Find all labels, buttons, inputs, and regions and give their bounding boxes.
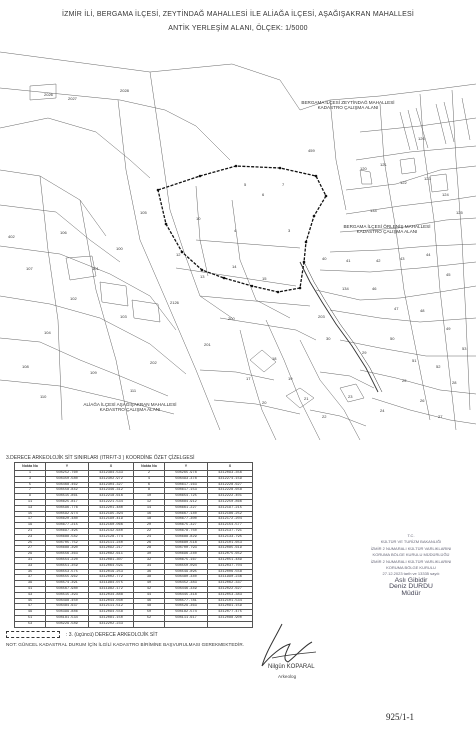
coords-cell: 508661.227	[165, 505, 208, 511]
parcel-108: 108	[22, 364, 29, 369]
coords-cell: 508480.340	[165, 575, 208, 581]
coords-cell: 508182.574	[165, 610, 208, 616]
coords-cell: 27	[15, 546, 46, 552]
coords-cell	[134, 621, 165, 627]
coords-cell: 4312186.252	[208, 511, 253, 517]
coords-cell: 4312006.558	[208, 569, 253, 575]
parcel-15: 15	[262, 276, 267, 281]
parcel-51: 51	[412, 358, 417, 363]
stamp-line: KORUMA BÖLGE KURULU MÜDÜRLÜĞÜ	[372, 552, 450, 558]
coords-cell: 508705.752	[46, 540, 89, 546]
parcel-50: 50	[390, 336, 395, 341]
coords-cell: 508515.861	[46, 494, 89, 500]
coords-cell: 4312093.356	[208, 471, 253, 477]
coords-header: X	[89, 463, 134, 471]
coords-cell: 21	[15, 528, 46, 534]
page-number: 925/1-1	[386, 712, 414, 722]
coords-cell: 4312222.401	[208, 494, 253, 500]
coords-cell: 4312085.619	[208, 546, 253, 552]
parcel-120: 120	[360, 166, 367, 171]
parcel-2027: 2027	[68, 96, 77, 101]
coords-cell: 4312133.795	[208, 534, 253, 540]
coords-cell: 4312346.312	[89, 488, 134, 494]
coords-cell: 508350.580	[46, 476, 89, 482]
coords-cell: 508884.912	[165, 499, 208, 505]
parcel-45: 45	[446, 272, 451, 277]
coords-cell: 508567.980	[46, 586, 89, 592]
coords-cell: 508688.582	[46, 534, 89, 540]
coords-cell: 37	[15, 575, 46, 581]
coords-cell: 508265.978	[165, 471, 208, 477]
parcel-2028: 2028	[120, 88, 129, 93]
stamp-line: İZMİR 2 NUMARALI KÜLTÜR VARLIKLARINI	[370, 558, 452, 564]
coords-cell: 508592.974	[46, 511, 89, 517]
parcel-25: 25	[402, 378, 407, 383]
coords-cell: 4312201.480	[89, 505, 134, 511]
stamp-line: Aslı Gibidir	[394, 576, 428, 584]
coords-cell: 23	[15, 534, 46, 540]
coords-header: Y	[165, 463, 208, 471]
coords-cell: 13	[15, 505, 46, 511]
parcel-402: 402	[8, 234, 15, 239]
parcel-48: 48	[420, 308, 425, 313]
coords-cell: 32	[134, 557, 165, 563]
coords-cell: 41	[15, 586, 46, 592]
coords-cell: 22	[134, 528, 165, 534]
stamp-line: Deniz DURDU	[389, 583, 433, 591]
parcel-49: 49	[446, 326, 451, 331]
coords-cell: 4312111.512	[89, 604, 134, 610]
coords-header: X	[208, 463, 253, 471]
coords-cell: 508654.725	[165, 494, 208, 500]
parcel-14: 14	[232, 264, 237, 269]
parcel-2126: 2126	[170, 300, 179, 305]
coords-cell: 508675.167	[165, 557, 208, 563]
coords-cell: 508493.378	[165, 476, 208, 482]
site-boundary-swatch	[6, 631, 60, 638]
stamp-line: KORUMA BÖLGE KURULU	[386, 565, 436, 571]
coords-cell: 4312302.972	[89, 476, 134, 482]
coords-cell: 4312250.866	[208, 499, 253, 505]
coords-cell: 508556.363	[46, 552, 89, 558]
parcel-201: 201	[204, 342, 211, 347]
parcel-121: 121	[380, 162, 387, 167]
coords-cell: 33	[15, 563, 46, 569]
parcel-123: 123	[424, 176, 431, 181]
coords-cell: 4312053.383	[208, 592, 253, 598]
parcel-105: 105	[140, 210, 147, 215]
coords-cell: 11	[15, 499, 46, 505]
coords-cell: 48	[134, 604, 165, 610]
parcel-4: 4	[234, 228, 237, 233]
coords-cell: 2	[134, 471, 165, 477]
parcel-104: 104	[44, 330, 51, 335]
parcel-46: 46	[372, 286, 377, 291]
coords-table	[14, 462, 253, 628]
parcel-101: 101	[92, 266, 99, 271]
coords-cell: 36	[134, 569, 165, 575]
parcel-202: 202	[150, 360, 157, 365]
coords-cell: 4312195.394	[89, 511, 134, 517]
parcel-5: 5	[244, 182, 247, 187]
coords-cell: 51	[15, 615, 46, 621]
parcel-10: 10	[196, 216, 201, 221]
parcel-52: 52	[436, 364, 441, 369]
coords-cell: 508554.220	[46, 557, 89, 563]
coords-cell: 4312092.217	[89, 546, 134, 552]
coords-cell: 508625.817	[46, 499, 89, 505]
coords-cell: 4312081.307	[89, 557, 134, 563]
area-label-sakran: ALİAĞA İLÇESİ AŞAĞIŞAKRAN MAHALLESİ KADASTRO ÇALIŞMA ALANI	[83, 402, 177, 412]
table-row	[15, 621, 253, 627]
parcel-17: 17	[246, 376, 251, 381]
boundary-points	[157, 165, 328, 294]
coords-cell: 34	[134, 563, 165, 569]
coords-cell: 508446.349	[165, 586, 208, 592]
parcel-26: 26	[420, 398, 425, 403]
coords-cell: 46	[134, 598, 165, 604]
coords-cell: 17	[15, 517, 46, 523]
coords-cell: 4312101.534	[208, 598, 253, 604]
coords-cell: 508678.750	[165, 528, 208, 534]
coords-cell: 49	[15, 610, 46, 616]
stamp-line: T.C.	[407, 533, 415, 538]
parcel-100: 100	[116, 246, 123, 251]
official-stamp	[352, 533, 470, 597]
coords-cell: 4312062.337	[208, 581, 253, 587]
parcel-134a: 134	[370, 208, 377, 213]
coords-cell: 4312202.233	[89, 621, 134, 627]
parcel-110: 110	[40, 394, 47, 399]
road-line	[300, 262, 378, 392]
area-label-zeytindag: BERGAMA İLÇESİ ZEYTİNDAĞ MAHALLESİ KADASTRO ÇALIŞMA ALANI	[301, 100, 395, 110]
coords-cell: 4312088.900	[208, 615, 253, 621]
coords-cell: 45	[15, 598, 46, 604]
coords-cell: 4312384.533	[89, 471, 134, 477]
coords-cell: 6	[134, 482, 165, 488]
coords-cell: 35	[15, 569, 46, 575]
coords-cell: 508577.781	[165, 598, 208, 604]
parcel-43: 43	[400, 256, 405, 261]
coords-cell: 508667.140	[165, 511, 208, 517]
coords-cell: 508555.962	[46, 575, 89, 581]
signature-name: Nilgün KOPARAL	[268, 664, 315, 670]
coords-cell: 508596.776	[46, 505, 89, 511]
parcel-107: 107	[26, 266, 33, 271]
stamp-line: KÜLTÜR VE TURİZM BAKANLIĞI	[380, 539, 442, 545]
coords-cell: 16	[134, 511, 165, 517]
coords-cell: 42	[134, 586, 165, 592]
signature-role: Arkeolog	[278, 674, 297, 679]
parcel-40: 40	[322, 256, 327, 261]
coords-cell: 20	[134, 523, 165, 529]
coords-cell: 12	[134, 499, 165, 505]
parcel-124: 124	[442, 192, 449, 197]
parcel-126: 126	[418, 136, 425, 141]
coords-cell: 4312075.652	[208, 552, 253, 558]
coords-cell: 4312101.653	[208, 540, 253, 546]
parcel-30: 30	[326, 336, 331, 341]
stamp-line: Müdür	[401, 589, 421, 597]
coords-cell: 508515.393	[46, 592, 89, 598]
coords-cell: 4	[134, 476, 165, 482]
coords-cell: 508550.094	[165, 563, 208, 569]
parcel-53: 53	[462, 346, 467, 351]
parcel-21: 21	[304, 396, 309, 401]
coords-cell: 4312128.774	[89, 534, 134, 540]
coords-cell: 508229.589	[46, 621, 89, 627]
coords-cell: 4312037.704	[208, 563, 253, 569]
parcel-19: 19	[288, 376, 293, 381]
coords-cell: 508617.163	[165, 482, 208, 488]
parcel-13: 13	[200, 274, 205, 279]
coords-cell: 30	[134, 552, 165, 558]
stamp-line: 27.12.2023 tarih ve 13335 sayılı	[382, 571, 440, 577]
area-label-oren: BERGAMA İLÇESİ ÖRLENİŞ MAHALLESİ KADASTRO ÇALIŞMA ALANI	[343, 224, 431, 234]
coords-cell: 4312160.066	[89, 523, 134, 529]
coords-cell: 26	[134, 540, 165, 546]
coords-cell: 31	[15, 557, 46, 563]
map-title: İZMİR İLİ, BERGAMA İLÇESİ, ZEYTİNDAĞ MAHALLESİ İLE ALİAĞA İLÇESİ, AŞAĞIŞAKRAN MAHALLESİ	[62, 11, 414, 18]
coords-cell: 4311984.075	[89, 581, 134, 587]
coords-cell: 4312274.159	[208, 476, 253, 482]
coords-cell: 40	[134, 581, 165, 587]
coords-cell: 508617.153	[165, 488, 208, 494]
coords-cell: 8	[134, 488, 165, 494]
coords-cell: 53	[15, 621, 46, 627]
coords-cell: 508688.829	[165, 534, 208, 540]
parcel-41: 41	[346, 258, 351, 263]
coords-header: Nokta No	[134, 463, 165, 471]
parcel-23: 23	[348, 394, 353, 399]
coords-cell: 508399.886	[46, 610, 89, 616]
coords-cell: 508468.462	[46, 482, 89, 488]
parcel-47: 47	[394, 306, 399, 311]
coords-cell: 4312137.791	[208, 528, 253, 534]
coords-cell: 44	[134, 592, 165, 598]
parcel-28: 28	[452, 380, 457, 385]
coords-cell: 4312111.240	[89, 540, 134, 546]
coords-cell	[165, 621, 208, 627]
coords-cell: 508574.391	[46, 581, 89, 587]
coords-cell: 4312172.204	[208, 517, 253, 523]
coords-cell: 508680.518	[165, 540, 208, 546]
coords-cell: 508498.450	[46, 598, 89, 604]
coords-header: Nokta No	[15, 463, 46, 471]
parcel-125: 125	[456, 210, 463, 215]
coords-cell: 4312228.658	[208, 488, 253, 494]
coords-cell: 4312044.030	[89, 598, 134, 604]
stamp-line: İZMİR 2 NUMARALI KÜLTÜR VARLIKLARINI	[370, 545, 452, 551]
coords-cell: 508529.363	[165, 604, 208, 610]
coords-cell: 19	[15, 523, 46, 529]
parcel-106: 106	[60, 230, 67, 235]
coords-cell: 508675.327	[165, 523, 208, 529]
parcel-459: 459	[308, 148, 315, 153]
coords-cell: 4312221.534	[89, 499, 134, 505]
parcel-27: 27	[438, 414, 443, 419]
parcel-42: 42	[376, 258, 381, 263]
coords-cell: 4312081.150	[89, 615, 134, 621]
legend-label: : 3. (üçüncü) DERECE ARKEOLOJİK SİT	[66, 631, 158, 638]
coords-cell: 25	[15, 540, 46, 546]
coords-cell: 4312154.577	[208, 523, 253, 529]
coords-cell: 18	[134, 517, 165, 523]
coords-cell: 508252.760	[46, 471, 89, 477]
parcel-102: 102	[70, 296, 77, 301]
parcel-24: 24	[380, 408, 385, 413]
coords-cell: 4312228.627	[208, 482, 253, 488]
coords-cell: 508620.480	[46, 517, 89, 523]
parcel-203: 203	[318, 314, 325, 319]
coords-cell: 508452.383	[165, 581, 208, 587]
parcel-109: 109	[90, 370, 97, 375]
coords-cell	[208, 621, 253, 627]
coords-cell: 4311982.172	[89, 586, 134, 592]
coords-cell: 508558.842	[46, 488, 89, 494]
parcel-6: 6	[262, 192, 265, 197]
coords-cell: 4312051.489	[208, 557, 253, 563]
coords-cell: 7	[15, 488, 46, 494]
coords-cell: 52	[134, 615, 165, 621]
parcel-7: 7	[282, 182, 285, 187]
parcel-134b: 134	[342, 286, 349, 291]
coords-cell: 508553.575	[46, 569, 89, 575]
map-subtitle: ANTİK YERLEŞİM ALANI, ÖLÇEK: 1/5000	[168, 25, 308, 32]
coords-cell: 4312064.591	[89, 563, 134, 569]
coords-cell: 508549.895	[165, 569, 208, 575]
coords-cell: 39	[15, 581, 46, 587]
coords-cell: 38	[134, 575, 165, 581]
parcel-12: 12	[176, 252, 181, 257]
parcel-44: 44	[426, 252, 431, 257]
coords-cell: 4312142.640	[89, 528, 134, 534]
coords-cell: 4312082.611	[89, 552, 134, 558]
coords-table-title: 3.DERECE ARKEOLOJİK SİT SINIRLARI (ITRF/T-3 ) KOORDİNE ÖZET ÇİZELGESİ	[6, 455, 195, 461]
parcel-111: 111	[130, 388, 137, 393]
legend	[6, 631, 158, 638]
coords-cell: 50	[134, 610, 165, 616]
coords-cell: 508700.793	[165, 546, 208, 552]
coords-cell: 15	[15, 511, 46, 517]
coords-cell: 1	[15, 471, 46, 477]
coords-cell: 508677.300	[165, 517, 208, 523]
coords-cell: 47	[15, 604, 46, 610]
parcel-29: 29	[362, 350, 367, 355]
coords-cell: 10	[134, 494, 165, 500]
coords-cell: 4312034.888	[89, 592, 134, 598]
coords-header: Y	[46, 463, 89, 471]
coords-cell: 4312218.616	[89, 494, 134, 500]
parcel-20: 20	[262, 400, 267, 405]
coords-cell: 4312197.215	[208, 505, 253, 511]
coords-cell: 4312002.772	[89, 575, 134, 581]
parcel-22: 22	[322, 414, 327, 419]
coords-cell: 9	[15, 494, 46, 500]
cadastral-note: NOT: GÜNCEL KADASTRAL DURUM İÇİN İLGİLİ KADASTRO BİRİMİNE BAŞVURULMASI GEREKMEKTEDİR.	[6, 642, 245, 647]
parcel-122: 122	[400, 180, 407, 185]
coords-cell: 4312022.627	[208, 586, 253, 592]
coords-cell: 508484.637	[46, 604, 89, 610]
coords-cell: 28	[134, 546, 165, 552]
site-boundary	[158, 166, 326, 292]
parcel-200: 200	[228, 316, 235, 321]
coords-cell: 4312304.327	[89, 482, 134, 488]
coords-cell: 14	[134, 505, 165, 511]
coords-cell: 29	[15, 552, 46, 558]
coords-cell: 4312019.253	[89, 569, 134, 575]
coords-cell: 4312094.558	[89, 610, 134, 616]
coords-cell: 508688.390	[46, 546, 89, 552]
coords-cell: 508677.215	[46, 523, 89, 529]
coords-cell: 3	[15, 476, 46, 482]
coords-cell: 5	[15, 482, 46, 488]
coords-cell: 508697.495	[46, 528, 89, 534]
coords-cell: 24	[134, 534, 165, 540]
coords-cell: 43	[15, 592, 46, 598]
parcel-3: 3	[288, 228, 291, 233]
parcel-18: 18	[272, 356, 277, 361]
coords-cell: 4312190.419	[89, 517, 134, 523]
coords-cell: 4312091.159	[208, 604, 253, 610]
coords-cell: 508551.359	[46, 563, 89, 569]
parcel-2026: 2026	[44, 92, 53, 97]
coords-cell: 508111.617	[165, 615, 208, 621]
coords-header-row	[15, 463, 253, 471]
coords-cell: 4312077.475	[208, 610, 253, 616]
coords-cell: 508445.318	[165, 592, 208, 598]
parcel-103: 103	[120, 314, 127, 319]
coords-cell: 4311990.236	[208, 575, 253, 581]
coords-cell: 508696.240	[165, 552, 208, 558]
coords-cell: 508181.534	[46, 615, 89, 621]
